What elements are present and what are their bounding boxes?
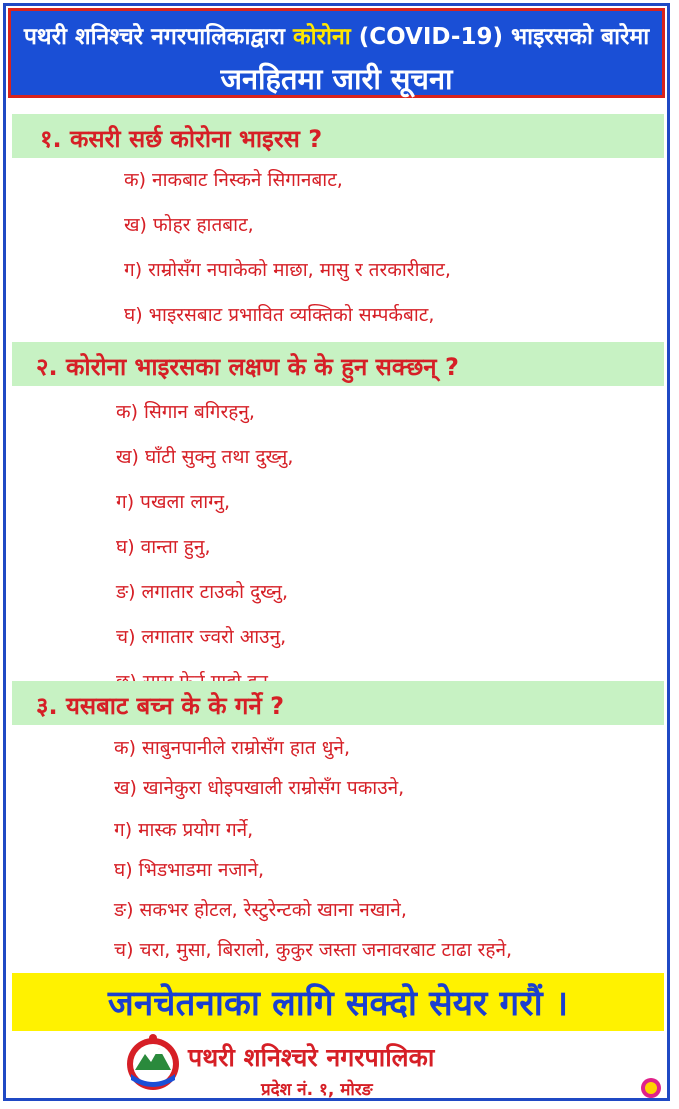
section-1-heading-text: १. कसरी सर्छ कोरोना भाइरस ? — [40, 125, 323, 153]
footer-address: प्रदेश नं. १, मोरङ — [261, 1080, 373, 1100]
footer-municipality-name: पथरी शनिश्चरे नगरपालिका — [188, 1043, 435, 1072]
nepal-emblem-icon — [121, 1030, 185, 1094]
section-1-item: घ) भाइरसबाट प्रभावित व्यक्तिको सम्पर्कबाट, — [124, 304, 435, 326]
corner-logo-icon — [640, 1077, 662, 1099]
header-title: जनहितमा जारी सूचना — [220, 62, 453, 96]
share-banner-text: जनचेतनाका लागि सक्दो सेयर गरौं । — [107, 984, 569, 1024]
section-2-item: च) लगातार ज्वरो आउनु, — [116, 626, 287, 648]
section-3-heading-text: ३. यसबाट बच्न के के गर्ने ? — [36, 692, 285, 720]
section-2-item: ङ) लगातार टाउको दुख्नु, — [116, 581, 289, 603]
section-1-item: क) नाकबाट निस्कने सिगानबाट, — [124, 169, 343, 191]
header-highlight-word: कोरोना — [292, 24, 351, 50]
header-line-1-pre: पथरी शनिश्चरे नगरपालिकाद्वारा — [23, 24, 293, 50]
section-3-item: ङ) सकभर होटल, रेस्टुरेन्टको खाना नखाने, — [114, 899, 407, 921]
header-banner — [8, 8, 665, 98]
section-3-item: च) चरा, मुसा, बिरालो, कुकुर जस्ता जनावरबाट टाढा रहने, — [114, 939, 513, 961]
section-1-item: ग) राम्रोसँग नपाकेको माछा, मासु र तरकारीबाट, — [124, 259, 451, 281]
section-1-item: ख) फोहर हातबाट, — [124, 214, 254, 236]
section-2-item: ग) पखला लाग्नु, — [116, 491, 231, 513]
notice-poster — [3, 3, 670, 1101]
section-3-item: घ) भिडभाडमा नजाने, — [114, 859, 265, 881]
section-3-heading — [12, 681, 664, 725]
section-1-heading — [12, 114, 664, 158]
section-2-heading-text: २. कोरोना भाइरसका लक्षण के के हुन सक्छन् ? — [36, 353, 459, 381]
section-3-item: ग) मास्क प्रयोग गर्ने, — [114, 819, 254, 841]
section-2-item: ख) घाँटी सुक्नु तथा दुख्नु, — [116, 446, 294, 468]
header-line-1 — [11, 19, 662, 51]
section-2-item: क) सिगान बगिरहनु, — [116, 401, 255, 423]
section-3-item: ख) खानेकुरा धोइपखाली राम्रोसँग पकाउने, — [114, 777, 405, 799]
section-3-item: क) साबुनपानीले राम्रोसँग हात धुने, — [114, 737, 351, 759]
header-line-1-post: (COVID-19) भाइरसको बारेमा — [350, 24, 650, 50]
section-2-heading — [12, 342, 664, 386]
section-2-item: घ) वान्ता हुनु, — [116, 536, 211, 558]
share-banner — [12, 973, 664, 1031]
